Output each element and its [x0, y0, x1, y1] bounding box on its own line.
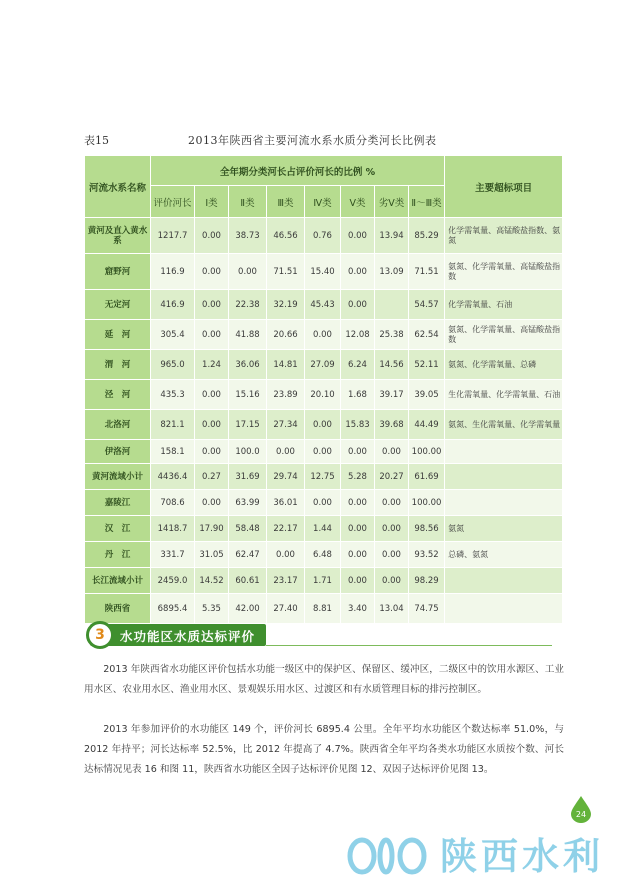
value-cell: 22.38: [229, 290, 267, 320]
river-name-cell: 陕西省: [85, 594, 151, 624]
footer-brand: 陕西水利: [440, 835, 604, 878]
page-number-drop-icon: [569, 795, 593, 823]
value-cell: 54.57: [409, 290, 445, 320]
issue-cell: [445, 464, 563, 490]
value-cell: 27.09: [305, 350, 341, 380]
value-cell: 15.83: [341, 410, 375, 440]
value-cell: 71.51: [409, 254, 445, 290]
value-cell: 100.00: [409, 490, 445, 516]
river-name-cell: 延 河: [85, 320, 151, 350]
value-cell: 20.10: [305, 380, 341, 410]
value-cell: 14.81: [267, 350, 305, 380]
river-name-cell: 黄河及直入黄水系: [85, 218, 151, 254]
value-cell: 15.40: [305, 254, 341, 290]
table-caption: [84, 132, 564, 150]
table-row: [85, 516, 563, 542]
value-cell: 708.6: [151, 490, 195, 516]
value-cell: 29.74: [267, 464, 305, 490]
value-cell: 41.88: [229, 320, 267, 350]
value-cell: 331.7: [151, 542, 195, 568]
page-number: 24: [575, 810, 587, 819]
value-cell: 8.81: [305, 594, 341, 624]
value-cell: 15.16: [229, 380, 267, 410]
table-row: [85, 380, 563, 410]
value-cell: 1217.7: [151, 218, 195, 254]
table-row: [85, 290, 563, 320]
river-name-cell: 伊洛河: [85, 440, 151, 464]
value-cell: 0.00: [341, 516, 375, 542]
section-header: [82, 622, 552, 650]
table-row: [85, 254, 563, 290]
issue-cell: 总磷、氨氮: [445, 542, 563, 568]
value-cell: 821.1: [151, 410, 195, 440]
table-row: [85, 594, 563, 624]
value-cell: 1.71: [305, 568, 341, 594]
value-cell: 1.68: [341, 380, 375, 410]
value-cell: 5.28: [341, 464, 375, 490]
value-cell: 0.00: [267, 440, 305, 464]
value-cell: 0.00: [341, 490, 375, 516]
value-cell: 36.06: [229, 350, 267, 380]
table-row: [85, 568, 563, 594]
value-cell: 0.00: [195, 380, 229, 410]
paragraph-1: 2013 年陕西省水功能区评价包括水功能一级区中的保护区、保留区、缓冲区，二级区中的饮用水源区、工业用水区、农业用水区、渔业用水区、景观娱乐用水区、过渡区和有水质管理目标的排污控制区。: [84, 664, 564, 695]
value-cell: 0.00: [195, 218, 229, 254]
table-row: [85, 490, 563, 516]
header-subcolumn: Ⅴ类: [341, 186, 375, 218]
value-cell: 61.69: [409, 464, 445, 490]
header-main-issues: 主要超标项目: [445, 156, 563, 218]
value-cell: 0.00: [195, 254, 229, 290]
value-cell: 74.75: [409, 594, 445, 624]
value-cell: 44.49: [409, 410, 445, 440]
value-cell: 965.0: [151, 350, 195, 380]
value-cell: 0.00: [195, 490, 229, 516]
header-river-name: 河流水系名称: [85, 156, 151, 218]
value-cell: 52.11: [409, 350, 445, 380]
value-cell: 27.34: [267, 410, 305, 440]
value-cell: 14.52: [195, 568, 229, 594]
value-cell: 45.43: [305, 290, 341, 320]
value-cell: 39.05: [409, 380, 445, 410]
value-cell: 20.27: [375, 464, 409, 490]
value-cell: 1418.7: [151, 516, 195, 542]
issue-cell: 氨氮、化学需氧量、高锰酸盐指数: [445, 254, 563, 290]
issue-cell: [445, 440, 563, 464]
issue-cell: [445, 490, 563, 516]
section-title: 水功能区水质达标评价: [120, 629, 256, 644]
issue-cell: 氨氮、化学需氧量、高锰酸盐指数: [445, 320, 563, 350]
value-cell: 0.00: [267, 542, 305, 568]
value-cell: 58.48: [229, 516, 267, 542]
value-cell: 85.29: [409, 218, 445, 254]
issue-cell: 氨氮、生化需氧量、化学需氧量: [445, 410, 563, 440]
header-subcolumn: Ⅳ类: [305, 186, 341, 218]
river-name-cell: 泾 河: [85, 380, 151, 410]
value-cell: 62.54: [409, 320, 445, 350]
value-cell: 6.24: [341, 350, 375, 380]
value-cell: 3.40: [341, 594, 375, 624]
value-cell: 0.00: [375, 542, 409, 568]
value-cell: 4436.4: [151, 464, 195, 490]
value-cell: 32.19: [267, 290, 305, 320]
table-row: [85, 464, 563, 490]
value-cell: 42.00: [229, 594, 267, 624]
table-row: [85, 320, 563, 350]
value-cell: 17.15: [229, 410, 267, 440]
issue-cell: 氨氮: [445, 516, 563, 542]
value-cell: 46.56: [267, 218, 305, 254]
river-name-cell: 黄河流域小计: [85, 464, 151, 490]
header-subcolumn: 劣Ⅴ类: [375, 186, 409, 218]
value-cell: 63.99: [229, 490, 267, 516]
value-cell: 100.00: [409, 440, 445, 464]
value-cell: 38.73: [229, 218, 267, 254]
value-cell: 0.00: [341, 254, 375, 290]
value-cell: 12.08: [341, 320, 375, 350]
table-row: [85, 410, 563, 440]
value-cell: 36.01: [267, 490, 305, 516]
value-cell: 71.51: [267, 254, 305, 290]
value-cell: 13.09: [375, 254, 409, 290]
header-subcolumn: 评价河长: [151, 186, 195, 218]
value-cell: 0.00: [195, 320, 229, 350]
river-name-cell: 渭 河: [85, 350, 151, 380]
value-cell: 60.61: [229, 568, 267, 594]
table-row: [85, 350, 563, 380]
river-name-cell: 长江流域小计: [85, 568, 151, 594]
value-cell: 39.17: [375, 380, 409, 410]
issue-cell: 化学需氧量、高锰酸盐指数、氨氮: [445, 218, 563, 254]
section-number: 3: [86, 621, 114, 649]
issue-cell: 化学需氧量、石油: [445, 290, 563, 320]
value-cell: 98.56: [409, 516, 445, 542]
value-cell: 23.89: [267, 380, 305, 410]
value-cell: 0.00: [341, 440, 375, 464]
value-cell: 0.00: [195, 410, 229, 440]
value-cell: 0.00: [229, 254, 267, 290]
value-cell: 17.90: [195, 516, 229, 542]
paragraph-2: 2013 年参加评价的水功能区 149 个，评价河长 6895.4 公里。全年平均水功能区个数达标率 51.0%，与 2012 年持平；河长达标率 52.5%，比 2012 年提高了 4.7%。陕西省全年平均各类水功能区水质按个数、河长达标情况见表 16 和图 11，陕西省水功能区全因子达标评价见图 12、双因子达标评价见图 13。: [84, 724, 564, 775]
header-subcolumn: Ⅰ类: [195, 186, 229, 218]
river-name-cell: 无定河: [85, 290, 151, 320]
value-cell: 22.17: [267, 516, 305, 542]
table-row: [85, 542, 563, 568]
value-cell: 23.17: [267, 568, 305, 594]
value-cell: 158.1: [151, 440, 195, 464]
value-cell: 5.35: [195, 594, 229, 624]
value-cell: 25.38: [375, 320, 409, 350]
value-cell: 20.66: [267, 320, 305, 350]
value-cell: 62.47: [229, 542, 267, 568]
value-cell: 0.00: [375, 516, 409, 542]
value-cell: 39.68: [375, 410, 409, 440]
value-cell: 31.05: [195, 542, 229, 568]
value-cell: 1.24: [195, 350, 229, 380]
value-cell: 0.00: [305, 490, 341, 516]
value-cell: 31.69: [229, 464, 267, 490]
value-cell: 100.0: [229, 440, 267, 464]
value-cell: 0.00: [341, 218, 375, 254]
value-cell: 116.9: [151, 254, 195, 290]
table-row: [85, 440, 563, 464]
value-cell: 0.00: [305, 320, 341, 350]
table-row: [85, 218, 563, 254]
value-cell: 6.48: [305, 542, 341, 568]
value-cell: 0.00: [375, 568, 409, 594]
value-cell: 0.76: [305, 218, 341, 254]
table-title: 2013年陕西省主要河流水系水质分类河长比例表: [188, 134, 437, 147]
header-subcolumn: Ⅲ类: [267, 186, 305, 218]
river-name-cell: 丹 江: [85, 542, 151, 568]
water-quality-table: [84, 155, 563, 624]
value-cell: 0.27: [195, 464, 229, 490]
header-proportion-group: 全年期分类河长占评价河长的比例 %: [151, 156, 445, 186]
value-cell: 435.3: [151, 380, 195, 410]
value-cell: 0.00: [341, 290, 375, 320]
value-cell: 0.00: [195, 440, 229, 464]
issue-cell: [445, 594, 563, 624]
value-cell: 13.04: [375, 594, 409, 624]
section-rule: [266, 645, 552, 646]
value-cell: 0.00: [375, 440, 409, 464]
value-cell: 98.29: [409, 568, 445, 594]
value-cell: 6895.4: [151, 594, 195, 624]
value-cell: 0.00: [341, 568, 375, 594]
issue-cell: 生化需氧量、化学需氧量、石油: [445, 380, 563, 410]
value-cell: [375, 290, 409, 320]
value-cell: 14.56: [375, 350, 409, 380]
value-cell: 0.00: [341, 542, 375, 568]
value-cell: 0.00: [305, 440, 341, 464]
value-cell: 12.75: [305, 464, 341, 490]
value-cell: 0.00: [375, 490, 409, 516]
value-cell: 1.44: [305, 516, 341, 542]
river-name-cell: 北洛河: [85, 410, 151, 440]
value-cell: 93.52: [409, 542, 445, 568]
value-cell: 13.94: [375, 218, 409, 254]
table-number: 表15: [84, 134, 109, 147]
issue-cell: [445, 568, 563, 594]
header-subcolumn: Ⅱ类: [229, 186, 267, 218]
river-name-cell: 嘉陵江: [85, 490, 151, 516]
value-cell: 416.9: [151, 290, 195, 320]
river-name-cell: 汉 江: [85, 516, 151, 542]
value-cell: 2459.0: [151, 568, 195, 594]
header-subcolumn: Ⅱ～Ⅲ类: [409, 186, 445, 218]
river-name-cell: 窟野河: [85, 254, 151, 290]
value-cell: 27.40: [267, 594, 305, 624]
value-cell: 0.00: [195, 290, 229, 320]
value-cell: 0.00: [305, 410, 341, 440]
value-cell: 305.4: [151, 320, 195, 350]
issue-cell: 氨氮、化学需氧量、总磷: [445, 350, 563, 380]
